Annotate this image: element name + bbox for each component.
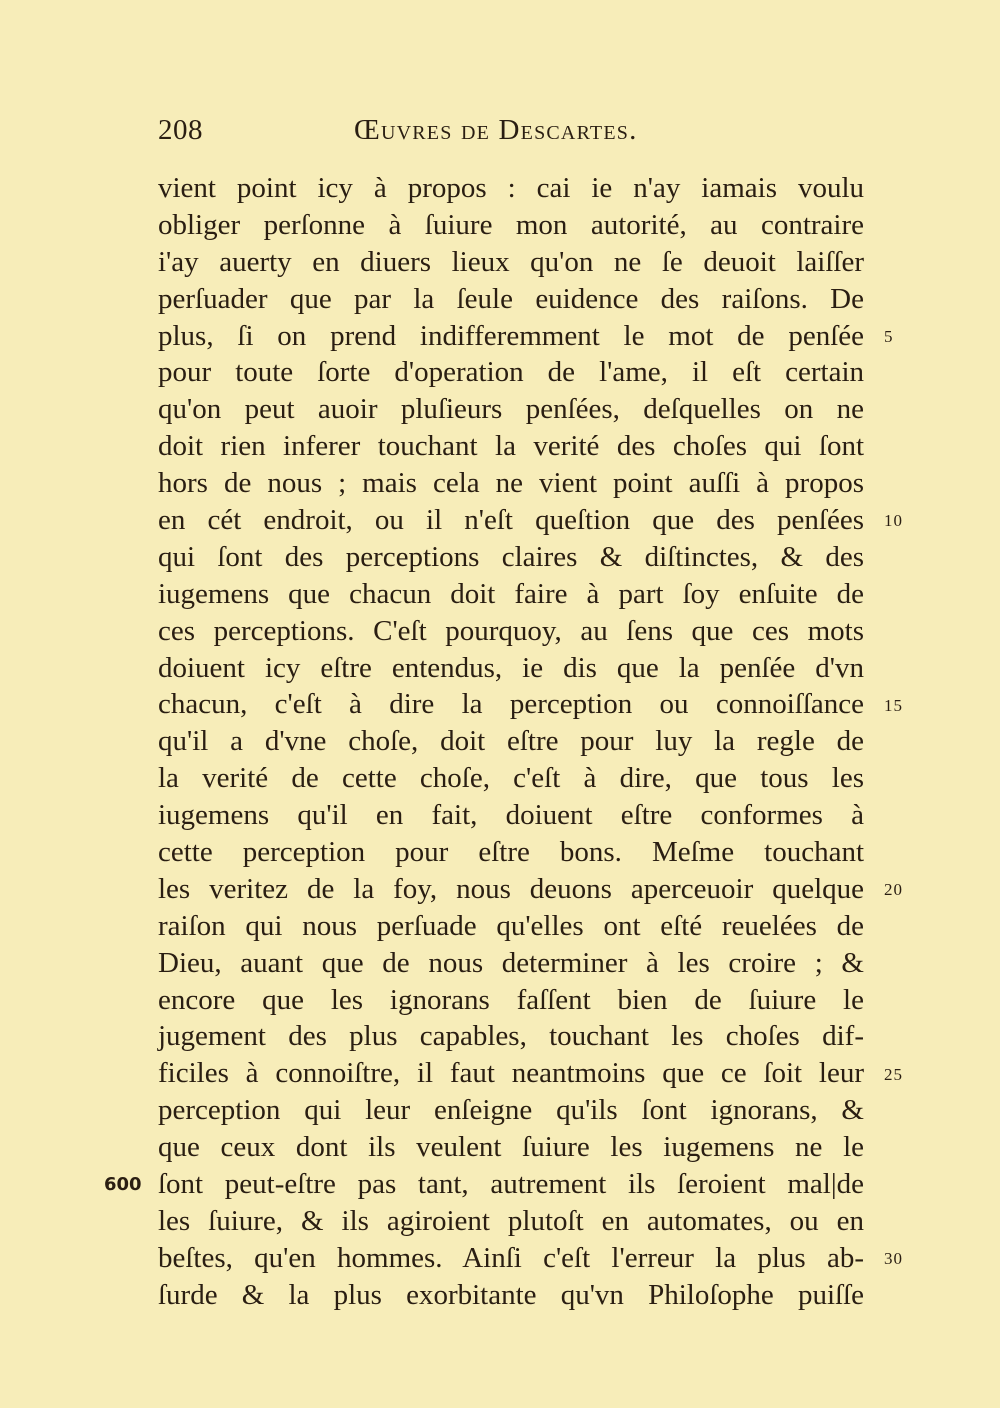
text-line: en cét endroit, ou il n'eſt queſtion que des penſées: [158, 504, 864, 537]
text-line: perception qui leur enſeigne qu'ils ſont ignorans, &: [158, 1094, 864, 1127]
text-line: ficiles à connoiſtre, il faut neantmoins que ce ſoit leur: [158, 1057, 864, 1090]
text-line: jugement des plus capables, touchant les choſes dif-: [158, 1020, 864, 1053]
text-line: qu'on peut auoir pluſieurs penſées, deſquelles on ne: [158, 393, 864, 426]
text-line: perſuader que par la ſeule euidence des raiſons. De: [158, 282, 864, 315]
text-line: raiſon qui nous perſuade qu'elles ont eſté reuelées de: [158, 909, 864, 942]
body-text: [158, 170, 864, 1314]
text-line: encore que les ignorans faſſent bien de ſuiure le: [158, 983, 864, 1016]
text-line: chacun, c'eſt à dire la perception ou connoiſſance: [158, 688, 864, 721]
text-line: ces perceptions. C'eſt pourquoy, au ſens que ces mots: [158, 614, 864, 647]
text-line: hors de nous ; mais cela ne vient point auſſi à propos: [158, 467, 864, 500]
line-number: 30: [884, 1249, 903, 1269]
margin-reference: 600: [104, 1174, 142, 1196]
text-line: i'ay auerty en diuers lieux qu'on ne ſe deuoit laiſſer: [158, 245, 864, 278]
text-line: cette perception pour eſtre bons. Meſme touchant: [158, 836, 864, 869]
page-number: 208: [158, 114, 203, 146]
text-line: ſurde & la plus exorbitante qu'vn Philoſophe puiſſe: [158, 1278, 864, 1311]
text-line: ſont peut-eſtre pas tant, autrement ils ſeroient mal|de: [158, 1168, 864, 1201]
text-line: les ſuiure, & ils agiroient plutoſt en automates, ou en: [158, 1204, 864, 1237]
line-number: 20: [884, 880, 903, 900]
line-number: 25: [884, 1064, 903, 1084]
text-line: vient point icy à propos : cai ie n'ay iamais voulu: [158, 172, 864, 204]
text-line: pour toute ſorte d'operation de l'ame, il eſt certain: [158, 356, 864, 389]
line-number: 5: [884, 326, 894, 346]
text-line: Dieu, auant que de nous determiner à les croire ; &: [158, 946, 864, 979]
page-header: [158, 114, 864, 154]
text-line: plus, ſi on prend indifferemment le mot de penſée: [158, 319, 864, 352]
text-line: les veritez de la foy, nous deuons aperceuoir quelque: [158, 872, 864, 905]
text-line: la verité de cette choſe, c'eſt à dire, que tous les: [158, 762, 864, 795]
text-line: obliger perſonne à ſuiure mon autorité, au contraire: [158, 208, 864, 241]
text-line: doiuent icy eſtre entendus, ie dis que la penſée d'vn: [158, 651, 864, 684]
line-number: 15: [884, 695, 903, 715]
text-line: qui ſont des perceptions claires & diſtinctes, & des: [158, 540, 864, 573]
text-line: iugemens qu'il en fait, doiuent eſtre conformes à: [158, 799, 864, 832]
text-line: beſtes, qu'en hommes. Ainſi c'eſt l'erreur la plus ab-: [158, 1241, 864, 1274]
text-line: qu'il a d'vne choſe, doit eſtre pour luy la regle de: [158, 725, 864, 758]
running-title: Œuvres de Descartes.: [354, 114, 638, 146]
text-line: doit rien inferer touchant la verité des choſes qui ſont: [158, 430, 864, 463]
text-line: iugemens que chacun doit faire à part ſoy enſuite de: [158, 577, 864, 610]
line-number: 10: [884, 511, 903, 531]
text-line: que ceux dont ils veulent ſuiure les iugemens ne le: [158, 1131, 864, 1164]
